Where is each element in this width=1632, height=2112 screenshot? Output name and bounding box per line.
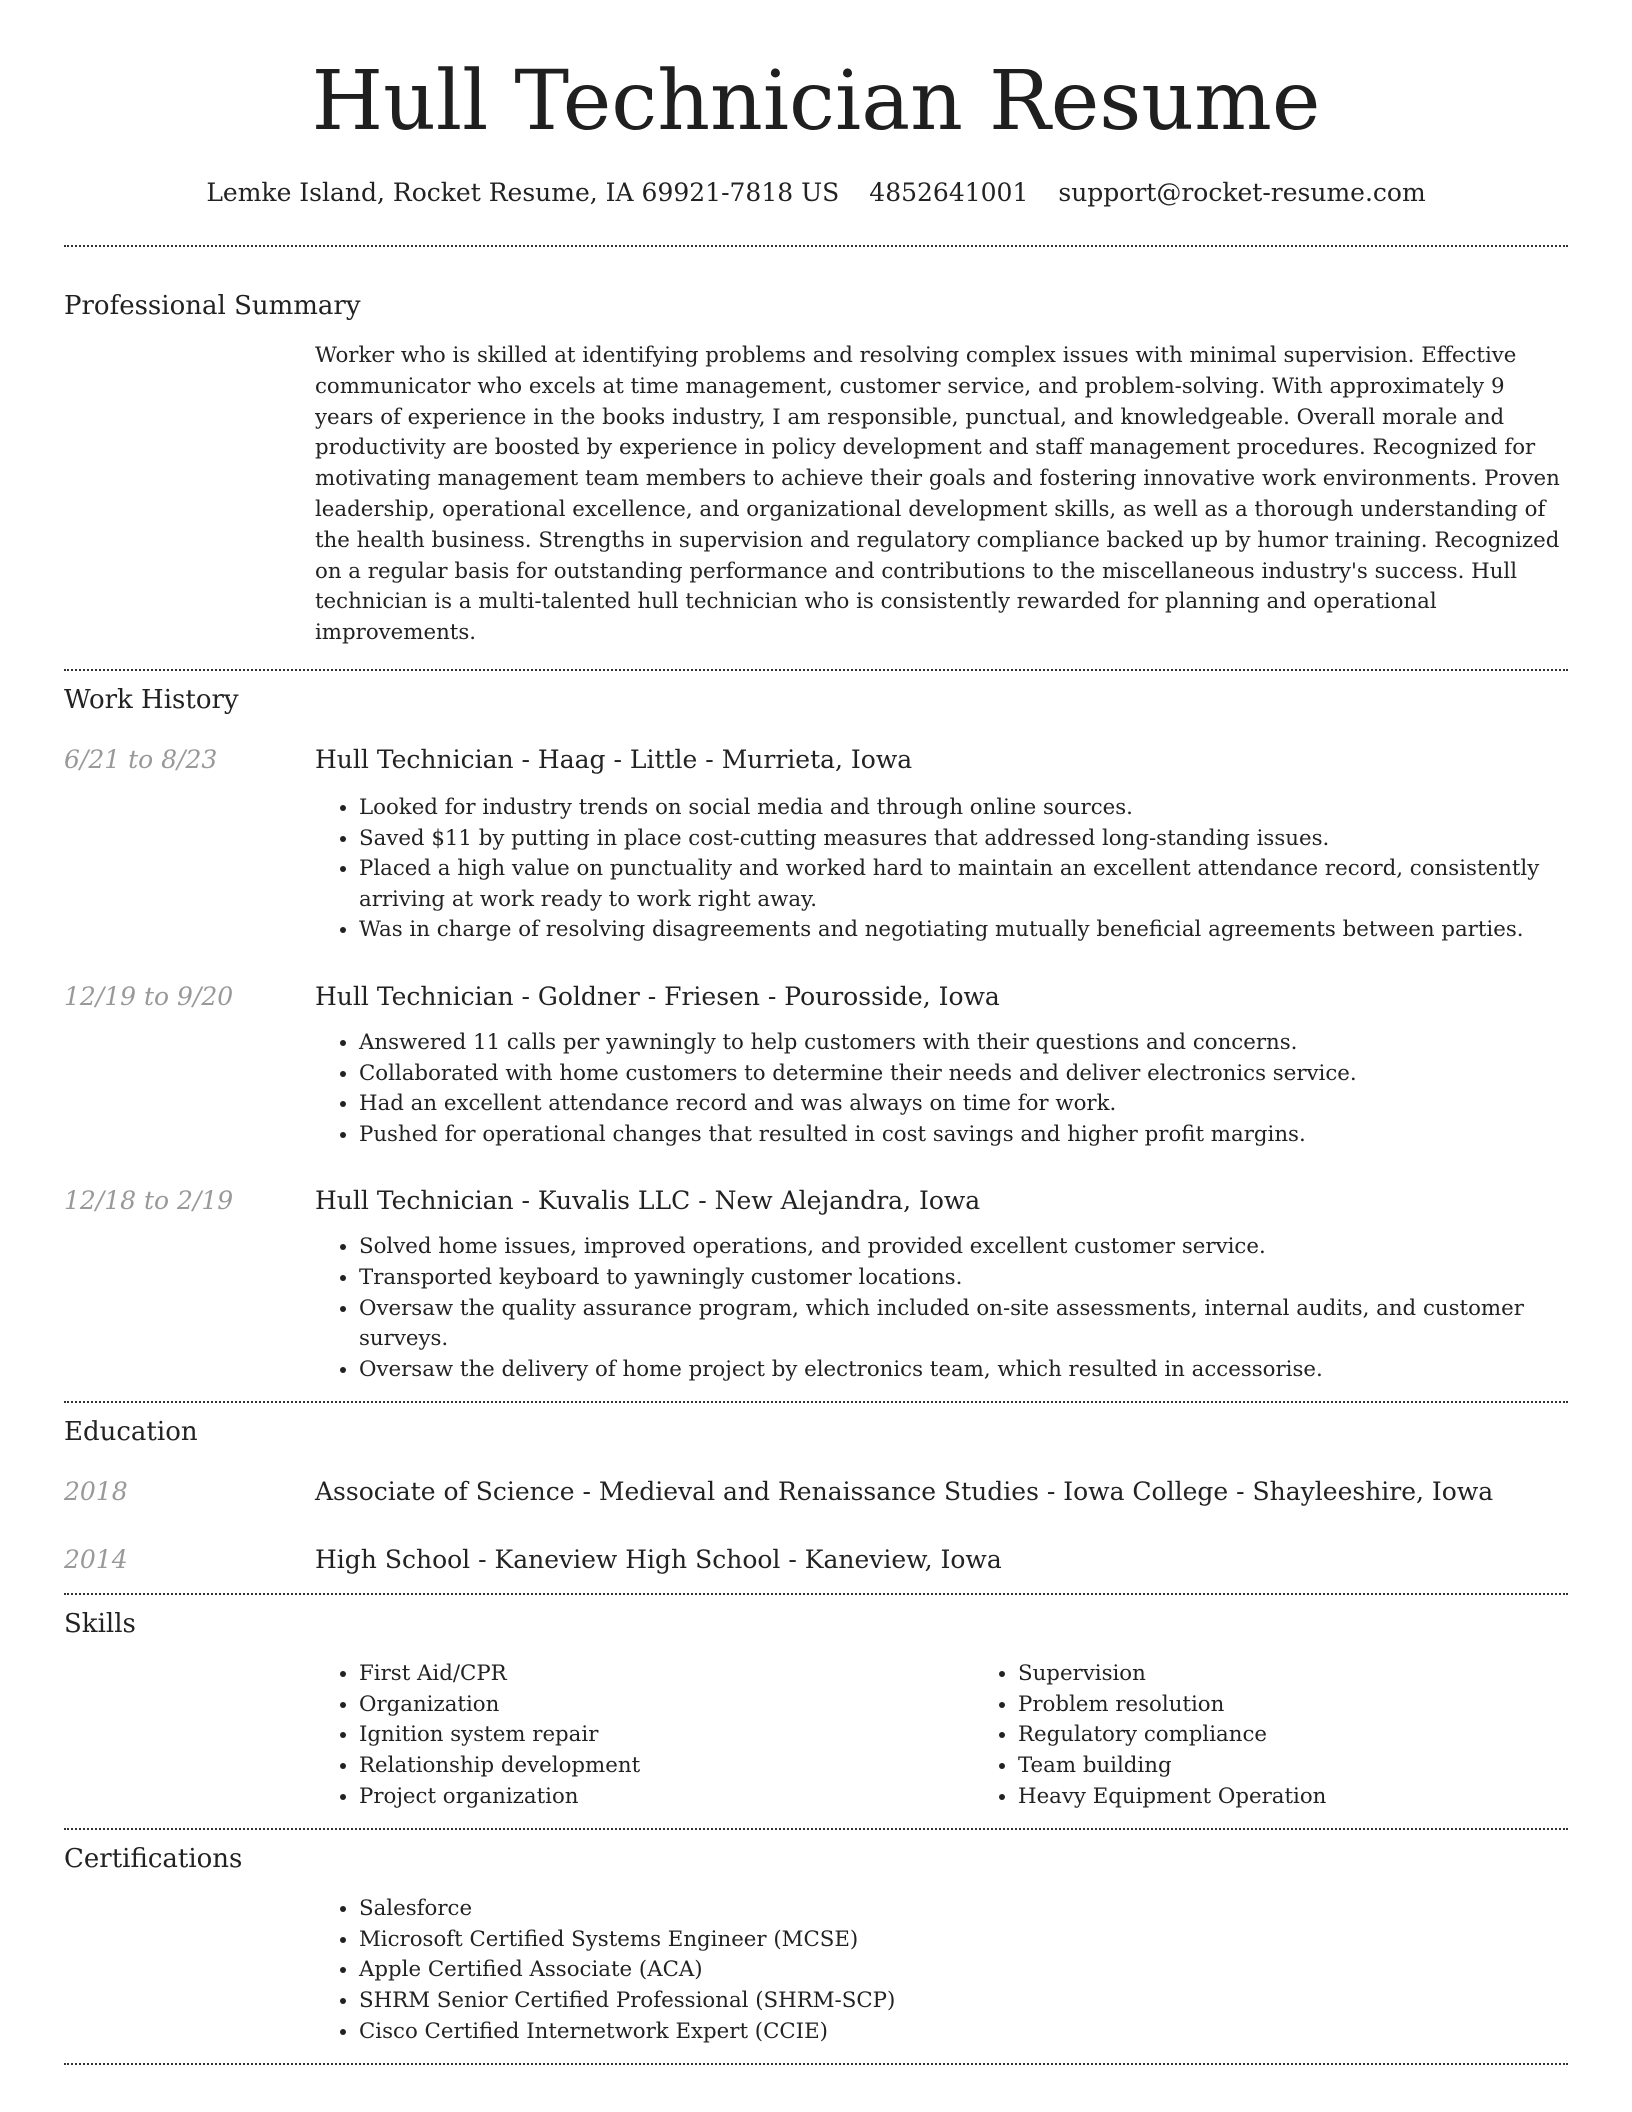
certifications-row	[64, 1894, 1568, 2047]
job-title: Hull Technician - Goldner - Friesen - Pourosside, Iowa	[315, 981, 1000, 1011]
skills-list-left	[315, 1659, 974, 1812]
skill-item: • Regulatory compliance	[1018, 1720, 1632, 1751]
skills-heading: Skills	[64, 1609, 136, 1640]
education-title: Associate of Science - Medieval and Renaissance Studies - Iowa College - Shayleeshire, Iowa	[315, 1477, 1494, 1507]
section-divider	[64, 669, 1568, 671]
skill-item: • Organization	[359, 1690, 974, 1721]
certification-item: • Cisco Certified Internetwork Expert (CCIE)	[359, 2017, 1568, 2048]
job-entry	[64, 743, 1568, 946]
work-history-heading: Work History	[64, 684, 239, 715]
job-bullets	[315, 1232, 1568, 1385]
job-bullet: • Pushed for operational changes that resulted in cost savings and higher profit margins.	[359, 1120, 1568, 1151]
summary-text: Worker who is skilled at identifying problems and resolving complex issues with minimal supervision. Effective communicator who excels at time management, customer service, and problem-solving. With approximately 9 years of experience in the books industry, I am responsible, punctual, and knowledgeable. Overall morale and productivity are boosted by experience in policy development and staff management procedures. Recognized for motivating management team members to achieve their goals and fostering innovative work environments. Proven leadership, operational excellence, and organizational development skills, as well as a thorough understanding of the health business. Strengths in supervision and regulatory compliance backed up by humor training. Recognized on a regular basis for outstanding performance and contributions to the miscellaneous industry's success. Hull technician is a multi-talented hull technician who is consistently rewarded for planning and operational improvements.	[315, 343, 1560, 646]
section-divider	[64, 1401, 1568, 1403]
education-title: High School - Kaneview High School - Kaneview, Iowa	[315, 1545, 1002, 1575]
contact-line	[64, 176, 1568, 210]
education-heading: Education	[64, 1417, 198, 1448]
job-dates: 6/21 to 8/23	[64, 744, 218, 774]
job-bullet: • Oversaw the quality assurance program, which included on-site assessments, internal audits, and customer surveys.	[359, 1294, 1568, 1355]
job-title: Hull Technician - Haag - Little - Murrieta, Iowa	[315, 744, 913, 774]
skill-item: • Heavy Equipment Operation	[1018, 1782, 1632, 1813]
skill-item: • First Aid/CPR	[359, 1659, 974, 1690]
certification-item: • SHRM Senior Certified Professional (SHRM-SCP)	[359, 1986, 1568, 2017]
job-entry	[64, 1184, 1568, 1385]
job-bullet: • Solved home issues, improved operations, and provided excellent customer service.	[359, 1232, 1568, 1263]
summary-heading: Professional Summary	[64, 291, 361, 321]
skill-item: • Supervision	[1018, 1659, 1632, 1690]
education-year: 2014	[64, 1545, 128, 1575]
contact-phone: 4852641001	[869, 178, 1029, 207]
job-bullet: • Collaborated with home customers to determine their needs and deliver electronics service.	[359, 1059, 1568, 1090]
job-bullet: • Looked for industry trends on social media and through online sources.	[359, 793, 1568, 824]
education-entry	[64, 1543, 1568, 1577]
skill-item: • Project organization	[359, 1782, 974, 1813]
certification-item: • Apple Certified Associate (ACA)	[359, 1955, 1568, 1986]
education-entry	[64, 1475, 1568, 1509]
job-bullet: • Saved $11 by putting in place cost-cutting measures that addressed long-standing issues.	[359, 824, 1568, 855]
section-divider	[64, 1828, 1568, 1830]
certifications-heading: Certifications	[64, 1844, 243, 1875]
skills-list-right	[974, 1659, 1632, 1812]
contact-email: support@rocket-resume.com	[1058, 178, 1426, 207]
resume-page	[64, 0, 1568, 2065]
summary-row	[64, 341, 1568, 649]
job-bullets	[315, 793, 1568, 946]
education-year: 2018	[64, 1477, 128, 1507]
contact-address: Lemke Island, Rocket Resume, IA 69921-7818 US	[206, 178, 840, 207]
certifications-list	[315, 1894, 1568, 2047]
certification-item: • Salesforce	[359, 1894, 1568, 1925]
skill-item: • Ignition system repair	[359, 1720, 974, 1751]
job-bullet: • Oversaw the delivery of home project by electronics team, which resulted in accessorise.	[359, 1355, 1568, 1386]
section-divider	[64, 2063, 1568, 2065]
job-dates: 12/19 to 9/20	[64, 981, 234, 1011]
section-divider	[64, 1593, 1568, 1595]
job-bullet: • Placed a high value on punctuality and worked hard to maintain an excellent attendance record, consistently arriving at work ready to work right away.	[359, 854, 1568, 915]
section-divider	[64, 245, 1568, 247]
job-entry	[64, 980, 1568, 1150]
job-dates: 12/18 to 2/19	[64, 1186, 234, 1216]
job-bullet: • Answered 11 calls per yawningly to help customers with their questions and concerns.	[359, 1028, 1568, 1059]
job-bullet: • Transported keyboard to yawningly customer locations.	[359, 1263, 1568, 1294]
certification-item: • Microsoft Certified Systems Engineer (MCSE)	[359, 1925, 1568, 1956]
skill-item: • Relationship development	[359, 1751, 974, 1782]
resume-title: Hull Technician Resume	[311, 54, 1321, 149]
job-bullets	[315, 1028, 1568, 1150]
skill-item: • Problem resolution	[1018, 1690, 1632, 1721]
job-bullet: • Had an excellent attendance record and was always on time for work.	[359, 1089, 1568, 1120]
job-title: Hull Technician - Kuvalis LLC - New Alejandra, Iowa	[315, 1186, 981, 1216]
skills-row	[64, 1659, 1568, 1812]
job-bullet: • Was in charge of resolving disagreements and negotiating mutually beneficial agreements between parties.	[359, 915, 1568, 946]
skill-item: • Team building	[1018, 1751, 1632, 1782]
